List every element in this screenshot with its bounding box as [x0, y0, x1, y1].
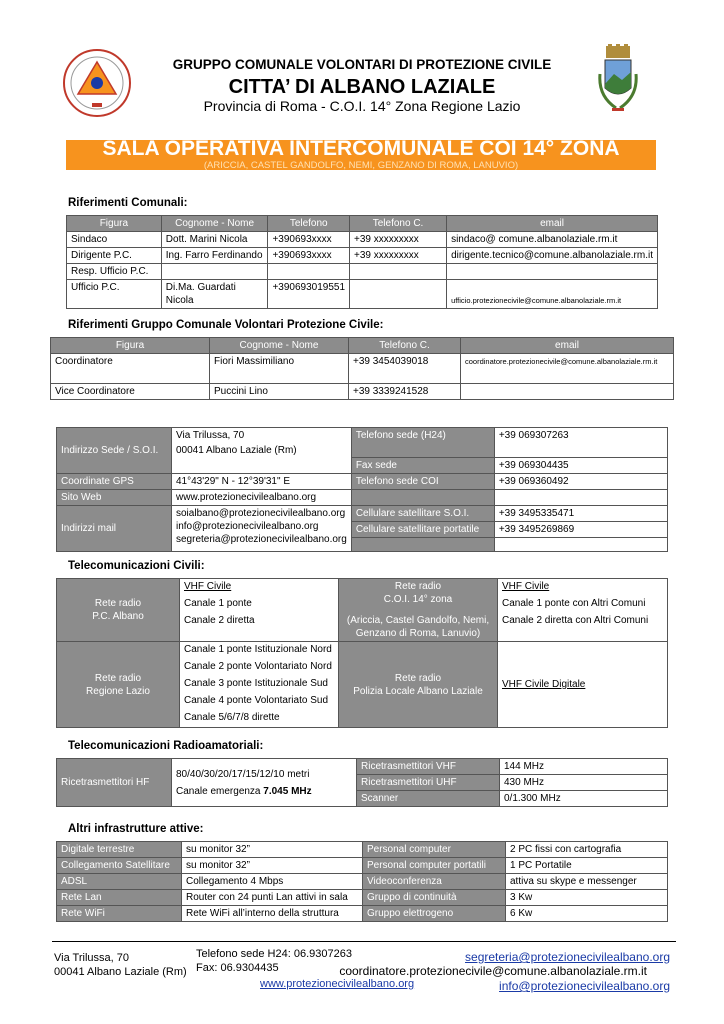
label: Rete radio: [394, 672, 442, 684]
value: +39 069304435: [494, 458, 667, 474]
table-row: [67, 232, 658, 248]
cell: +39 3454039018: [349, 354, 461, 384]
cell: [350, 280, 447, 309]
col-header: Cognome - Nome: [210, 338, 349, 354]
label: Telefono sede COI: [351, 474, 494, 490]
channel: Canale 2 diretta con Altri Comuni: [502, 615, 649, 626]
label: P.C. Albano: [92, 611, 144, 622]
cell: +390693019551: [268, 280, 350, 309]
org-name: GRUPPO COMUNALE VOLONTARI DI PROTEZIONE CIVILE: [172, 57, 552, 72]
footer-divider: [52, 941, 676, 942]
section-title-telecom-civili: Telecomunicazioni Civili:: [68, 560, 205, 572]
footer-web-link[interactable]: www.protezionecivilealbano.org: [260, 978, 415, 990]
value: +39 069307263: [494, 428, 667, 458]
cell: Ing. Farro Ferdinando: [161, 248, 268, 264]
footer-address-1: Via Trilussa, 70: [54, 952, 130, 964]
label: Cellulare satellitare portatile: [351, 522, 494, 538]
value: +39 3495335471: [494, 506, 667, 522]
value: Rete WiFi all’interno della struttura: [182, 906, 363, 922]
table-row: [67, 280, 658, 309]
rete-radio-coi: [339, 579, 498, 642]
cell: [461, 384, 674, 400]
label: ADSL: [57, 874, 182, 890]
label: Personal computer: [363, 842, 506, 858]
cell: dirigente.tecnico@comune.albanolaziale.rm.it: [447, 248, 658, 264]
section-title-rif-comunali: Riferimenti Comunali:: [68, 197, 188, 209]
footer-mail-link[interactable]: info@protezionecivilealbano.org: [499, 979, 670, 993]
value: [494, 538, 667, 552]
value: 41°43'29" N - 12°39'31" E: [172, 474, 352, 490]
rif-comunali-table: [66, 215, 658, 309]
footer-mail-link[interactable]: segreteria@protezionecivilealbano.org: [465, 950, 670, 964]
cell: Sindaco: [67, 232, 162, 248]
table-row: [51, 384, 674, 400]
col-header: Telefono: [268, 216, 350, 232]
footer-address-2: 00041 Albano Laziale (Rm): [54, 966, 187, 978]
label: Collegamento Satellitare: [57, 858, 182, 874]
province-line: Provincia di Roma - C.O.I. 14° Zona Regione Lazio: [203, 98, 521, 114]
label: Regione Lazio: [86, 685, 150, 697]
telecom-civili-table: [56, 578, 668, 728]
cell: coordinatore.protezionecivile@comune.albanolaziale.rm.it: [461, 354, 674, 384]
label: Videoconferenza: [363, 874, 506, 890]
value: +39 3495269869: [494, 522, 667, 538]
cell: Resp. Ufficio P.C.: [67, 264, 162, 280]
label: Coordinate GPS: [57, 474, 172, 490]
label: Rete Lan: [57, 890, 182, 906]
footer-fax: Fax: 06.9304435: [196, 962, 279, 974]
label: Digitale terrestre: [57, 842, 182, 858]
label: Rete radio: [94, 672, 142, 684]
label: Ricetrasmettitori VHF: [357, 759, 500, 775]
value: +39 069360492: [494, 474, 667, 490]
banner-subtitle: (ARICCIA, CASTEL GANDOLFO, NEMI, GENZANO DI ROMA, LANUVIO): [203, 160, 519, 171]
value: 1 PC Portatile: [506, 858, 668, 874]
value: 144 MHz: [500, 759, 668, 775]
cell: [350, 264, 447, 280]
cell: Dott. Marini Nicola: [161, 232, 268, 248]
hf-details: [172, 759, 357, 807]
label: C.O.I. 14° zona: [383, 594, 453, 605]
cell: [268, 264, 350, 280]
value: Canale emergenza 7.045 MHz: [176, 785, 312, 797]
value: 0/1.300 MHz: [500, 791, 668, 807]
channel-header: VHF Civile: [184, 581, 232, 592]
label: Indirizzi mail: [57, 506, 172, 552]
col-header: Figura: [67, 216, 162, 232]
value: su monitor 32”: [182, 858, 363, 874]
table-row: [57, 842, 668, 858]
table-row: [57, 906, 668, 922]
section-title-telecom-radio: Telecomunicazioni Radioamatoriali:: [68, 740, 264, 752]
cell: Di.Ma. Guardati Nicola: [161, 280, 268, 309]
telecom-radio-table: [56, 758, 668, 807]
col-header: email: [461, 338, 674, 354]
value[interactable]: www.protezionecivilealbano.org: [172, 490, 352, 506]
infra-table: [56, 841, 668, 922]
cell: +390693xxxx: [268, 248, 350, 264]
col-header: Telefono C.: [350, 216, 447, 232]
label: Gruppo elettrogeno: [363, 906, 506, 922]
label: Sito Web: [57, 490, 172, 506]
rete-radio-polizia-locale: [339, 642, 498, 728]
address-line: Via Trilussa, 70: [176, 430, 245, 441]
channel: Canale 1 ponte Istituzionale Nord: [184, 644, 332, 655]
banner-title: SALA OPERATIVA INTERCOMUNALE COI 14° ZONA: [102, 137, 620, 160]
footer-tel: Telefono sede H24: 06.9307263: [196, 948, 352, 960]
table-row: [57, 874, 668, 890]
rete-radio-pc-albano: [57, 579, 180, 642]
value: [494, 490, 667, 506]
label: Rete radio: [394, 581, 442, 592]
channels: [180, 579, 339, 642]
label: Rete WiFi: [57, 906, 182, 922]
channel: Canale 1 ponte con Altri Comuni: [502, 598, 646, 609]
label: Personal computer portatili: [363, 858, 506, 874]
label: Polizia Locale Albano Laziale: [353, 685, 483, 697]
label: Rete radio: [94, 598, 142, 609]
section-title-infra: Altri infrastrutture attive:: [68, 823, 204, 835]
cell: [447, 264, 658, 280]
mail-link[interactable]: info@protezionecivilealbano.org: [176, 521, 319, 532]
cell: Fiori Massimiliano: [210, 354, 349, 384]
value: Router con 24 punti Lan attivi in sala: [182, 890, 363, 906]
city-title: CITTA’ DI ALBANO LAZIALE: [228, 76, 496, 98]
label: Ricetrasmettitori HF: [57, 759, 172, 807]
value: 6 Kw: [506, 906, 668, 922]
channel: Canale 3 ponte Istituzionale Sud: [184, 678, 328, 689]
value: Collegamento 4 Mbps: [182, 874, 363, 890]
col-header: Cognome - Nome: [161, 216, 268, 232]
cell: [161, 264, 268, 280]
channels: [498, 579, 668, 642]
cell: Dirigente P.C.: [67, 248, 162, 264]
cell: +390693xxxx: [268, 232, 350, 248]
table-row: [57, 890, 668, 906]
label: Gruppo di continuità: [363, 890, 506, 906]
label: Scanner: [357, 791, 500, 807]
cell: Ufficio P.C.: [67, 280, 162, 309]
address-line: 00041 Albano Laziale (Rm): [176, 445, 297, 456]
channel: Canale 2 ponte Volontariato Nord: [184, 661, 332, 672]
value: su monitor 32”: [182, 842, 363, 858]
mail-link[interactable]: soialbano@protezionecivilealbano.org: [176, 508, 346, 519]
channel-header: VHF Civile: [502, 581, 550, 592]
label: Fax sede: [351, 458, 494, 474]
cell: Puccini Lino: [210, 384, 349, 400]
channel: Canale 4 ponte Volontariato Sud: [184, 695, 328, 706]
label: Cellulare satellitare S.O.I.: [351, 506, 494, 522]
table-row: [67, 248, 658, 264]
address: [172, 428, 352, 474]
value: 2 PC fissi con cartografia: [506, 842, 668, 858]
mail-list: [172, 506, 352, 552]
label: Indirizzo Sede / S.O.I.: [57, 428, 172, 474]
cell: ufficio.protezionecivile@comune.albanolaziale.rm.it: [447, 280, 658, 309]
label: (Ariccia, Castel Gandolfo, Nemi, Genzano di Roma, Lanuvio): [346, 615, 490, 639]
table-row: [57, 858, 668, 874]
col-header: Figura: [51, 338, 210, 354]
cell: Vice Coordinatore: [51, 384, 210, 400]
cell: sindaco@ comune.albanolaziale.rm.it: [447, 232, 658, 248]
label: Telefono sede (H24): [351, 428, 494, 458]
cell: Coordinatore: [51, 354, 210, 384]
value: 80/40/30/20/17/15/12/10 metri: [176, 768, 310, 780]
mail-link[interactable]: segreteria@protezionecivilealbano.org: [176, 534, 347, 545]
footer-mail-link[interactable]: coordinatore.protezionecivile@comune.albanolaziale.rm.it: [339, 964, 647, 978]
sede-table: [56, 427, 668, 552]
value: 430 MHz: [500, 775, 668, 791]
value: 3 Kw: [506, 890, 668, 906]
channels: [180, 642, 339, 728]
channel: Canale 1 ponte: [184, 598, 252, 609]
rete-radio-regione-lazio: [57, 642, 180, 728]
section-title-rif-gruppo: Riferimenti Gruppo Comunale Volontari Protezione Civile:: [68, 319, 384, 331]
col-header: Telefono C.: [349, 338, 461, 354]
label: [351, 490, 494, 506]
table-row: [51, 354, 674, 384]
cell: +39 xxxxxxxxx: [350, 232, 447, 248]
label: [351, 538, 494, 552]
value: attiva su skype e messenger: [506, 874, 668, 890]
channel: Canale 5/6/7/8 dirette: [184, 712, 280, 723]
label: Ricetrasmettitori UHF: [357, 775, 500, 791]
channel: Canale 2 diretta: [184, 615, 255, 626]
col-header: email: [447, 216, 658, 232]
rif-gruppo-table: [50, 337, 674, 400]
cell: +39 xxxxxxxxx: [350, 248, 447, 264]
table-row: [67, 264, 658, 280]
cell: +39 3339241528: [349, 384, 461, 400]
value: VHF Civile Digitale: [498, 642, 668, 728]
